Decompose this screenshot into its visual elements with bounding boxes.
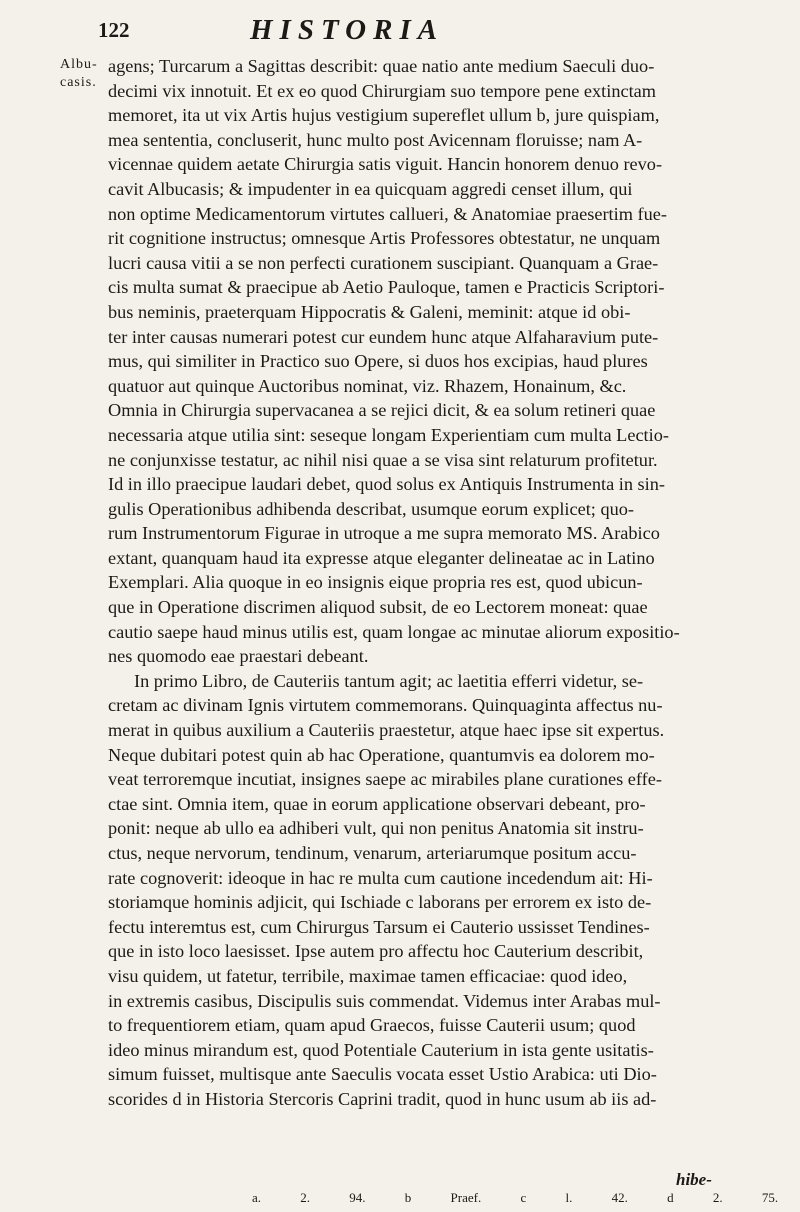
text-line: vicennae quidem aetate Chirurgia satis viguit. Hancin honorem denuo revo-	[108, 154, 663, 175]
text-line: quatuor aut quinque Auctoribus nominat, viz. Rhazem, Honainum, &c.	[108, 375, 627, 396]
text-line: simum fuisset, multisque ante Saeculis vocata esset Ustio Arabica: uti Dio-	[108, 1064, 657, 1085]
text-line: ter inter causas numerari potest cur eundem hunc atque Alfaharavium pute-	[108, 326, 659, 347]
body-text	[108, 54, 780, 1112]
page-header	[0, 8, 800, 48]
text-line: lucri causa vitii a se non perfecti curationem suscipiant. Quanquam a Grae-	[108, 252, 659, 273]
text-line: agens; Turcarum a Sagittas describit: quae natio ante medium Saeculi duo-	[108, 56, 655, 76]
text-line: que in isto loco laesisset. Ipse autem pro affectu hoc Cauterium describit,	[108, 941, 644, 962]
text-line: cautio saepe haud minus utilis est, quam longae ac minutae aliorum expositio-	[108, 621, 680, 642]
margin-note-line: casis.	[60, 75, 97, 90]
text-line: Exemplari. Alia quoque in eo insignis eique propria res est, quod ubicun-	[108, 572, 643, 593]
text-line: nes quomodo eae praestari debeant.	[108, 646, 369, 667]
margin-note	[60, 56, 98, 92]
text-line: visu quidem, ut fatetur, terribile, maximae tamen efficaciae: quod ideo,	[108, 965, 628, 986]
text-line: ponit: neque ab ullo ea adhiberi vult, qui non penitus Anatomia sit instru-	[108, 818, 644, 839]
text-line: in extremis casibus, Discipulis suis commendat. Videmus inter Arabas mul-	[108, 990, 661, 1011]
text-line: ctus, neque nervorum, tendinum, venarum, arteriarumque positum accu-	[108, 843, 637, 863]
text-line: Id in illo praecipue laudari debet, quod solus ex Antiquis Instrumenta in sin-	[108, 474, 665, 495]
text-line: scorides d in Historia Stercoris Caprini tradit, quod in hunc usum ab iis ad-	[108, 1088, 657, 1109]
text-line: mus, qui similiter in Practico suo Opere, si duos hos excipias, haud plures	[108, 351, 648, 372]
footnote-c: c l. 42.	[520, 1190, 628, 1205]
text-line: fectu interemtus est, cum Chirurgus Tarsum ei Cauterio ussisset Tendines-	[108, 916, 650, 937]
text-line: ctae sint. Omnia item, quae in eorum applicatione observari debeant, pro-	[108, 793, 646, 814]
text-line: non optime Medicamentorum virtutes callueri, & Anatomiae praesertim fue-	[108, 203, 667, 224]
margin-note-line: Albu-	[60, 57, 98, 72]
footnote-b: b Praef.	[404, 1190, 482, 1205]
text-line: merat in quibus auxilium a Cauteriis praestetur, atque haec ipse sit expertus.	[108, 720, 665, 741]
text-line: ne conjunxisse testatur, ac nihil nisi quae a se visa sint relaturum profitetur.	[108, 449, 658, 470]
text-line: bus neminis, praeterquam Hippocratis & Galeni, meminit: atque id obi-	[108, 301, 631, 322]
text-line: rit cognitione instructus; omnesque Artis Professores obtestatur, ne unquam	[108, 228, 661, 249]
text-line: rate cognoverit: ideoque in hac re multa cum cautione incedendum ait: Hi-	[108, 867, 653, 888]
running-head: HISTORIA	[250, 14, 445, 46]
text-line: que in Operatione discrimen aliquod subsit, de eo Lectorem moneat: quae	[108, 597, 648, 618]
text-line: storiamque hominis adjicit, qui Ischiade c laborans per errorem ex isto de-	[108, 892, 652, 913]
text-line: ideo minus mirandum est, quod Potentiale Cauterium in ista gente usitatis-	[108, 1039, 654, 1060]
page-number: 122	[98, 18, 130, 42]
text-line: cis multa sumat & praecipue ab Aetio Pauloque, tamen e Practicis Scriptori-	[108, 277, 665, 298]
text-line: Omnia in Chirurgia supervacanea a se rejici dicit, & ea solum retineri quae	[108, 400, 656, 421]
text-line: to frequentiorem etiam, quam apud Graecos, fuisse Cauterii usum; quod	[108, 1015, 636, 1036]
text-line: gulis Operationibus adhibenda describat, usumque eorum explicet; quo-	[108, 498, 634, 519]
text-line: cavit Albucasis; & impudenter in ea quicquam aggredi censet illum, qui	[108, 178, 633, 199]
text-line: veat terroremque incutiat, insignes saepe ac mirabiles plane curationes effe-	[108, 769, 662, 790]
footnote-references	[252, 1190, 782, 1206]
text-line: extant, quanquam haud ita expresse atque eleganter delineatae ac in Latino	[108, 547, 655, 568]
footnote-d: d 2. 75.	[667, 1190, 779, 1205]
text-line: memoret, ita ut vix Artis hujus vestigium supereflet ullum b, jure quispiam,	[108, 105, 660, 126]
text-line: mea sententia, concluserit, hunc multo post Avicennam floruisse; nam A-	[108, 129, 643, 150]
footnote-a: a. 2. 94.	[252, 1190, 366, 1205]
text-line: rum Instrumentorum Figurae in utroque a me supra memorato MS. Arabico	[108, 523, 660, 544]
text-line: Neque dubitari potest quin ab hac Operatione, quantumvis ea dolorem mo-	[108, 744, 655, 765]
text-line: cretam ac divinam Ignis virtutem commemorans. Quinquaginta affectus nu-	[108, 695, 663, 716]
catchword: hibe-	[676, 1170, 712, 1189]
text-line: necessaria atque utilia sint: seseque longam Experientiam cum multa Lectio-	[108, 424, 669, 445]
text-line: In primo Libro, de Cauteriis tantum agit; ac laetitia efferri videtur, se-	[134, 670, 644, 691]
text-line: decimi vix innotuit. Et ex eo quod Chirurgiam suo tempore pene extinctam	[108, 80, 656, 101]
